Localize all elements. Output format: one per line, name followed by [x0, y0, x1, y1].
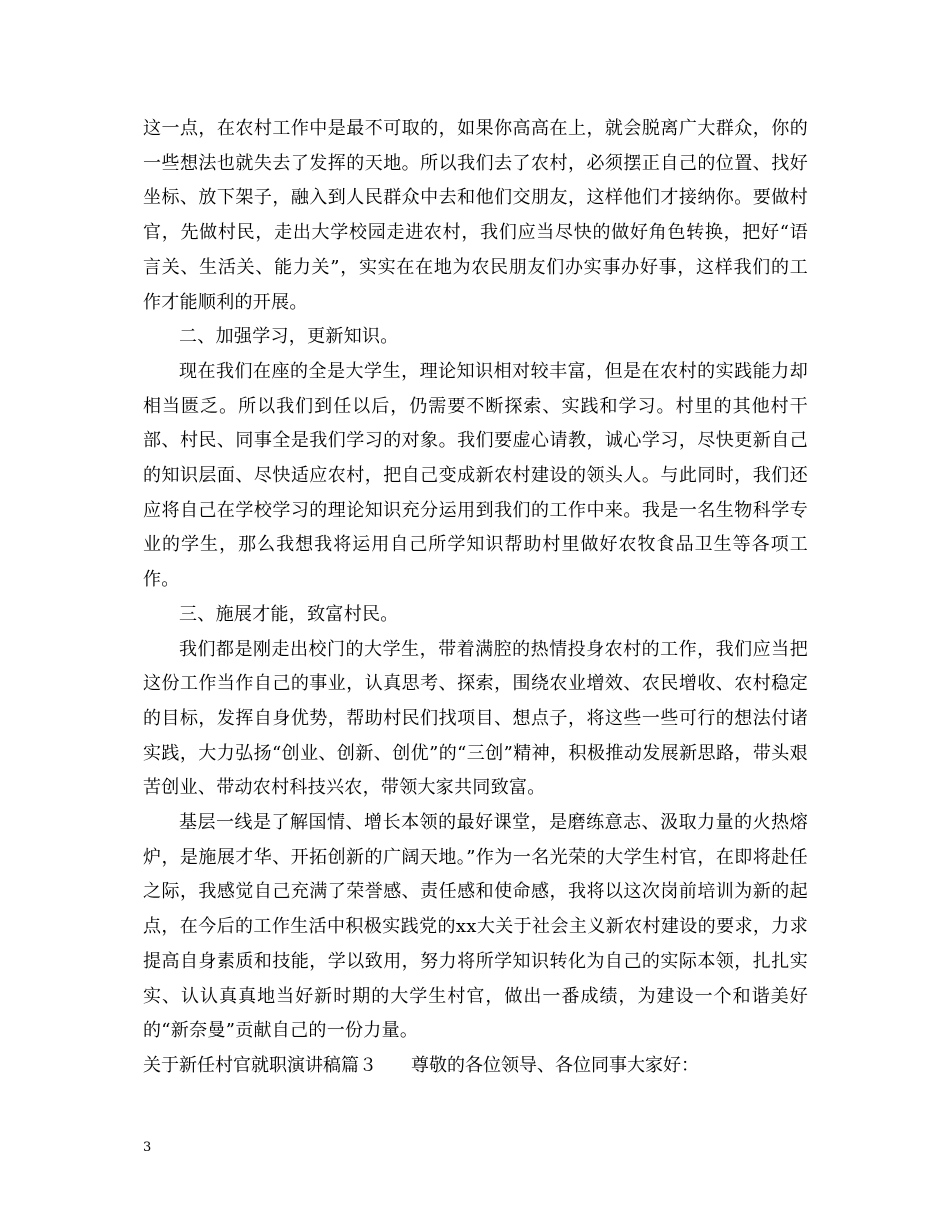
- paragraph-conclusion: 基层一线是了解国情、增长本领的最好课堂，是磨练意志、汲取力量的火热熔炉，是施展才华、开拓创新的广阔天地。”作为一名光荣的大学生村官，在即将赴任之际，我感觉自己充满了荣誉感、责任感和使命感，我将以这次岗前培训为新的起点，在今后的工作生活中积极实践党的xx大关于社会主义新农村建设的要求，力求提高自身素质和技能，学以致用，努力将所学知识转化为自己的实际本领，扎扎实实、认认真真地当好新时期的大学生村官，做出一番成绩，为建设一个和谐美好的“新奈曼”贡献自己的一份力量。: [143, 812, 808, 1042]
- document-body: [143, 112, 808, 1084]
- page-number: 3: [143, 1140, 152, 1155]
- next-article-title: 关于新任村官就职演讲稿篇３: [143, 1054, 377, 1076]
- section-heading-3: 三、施展才能，致富村民。: [179, 603, 399, 625]
- paragraph-continuation: 这一点，在农村工作中是最不可取的，如果你高高在上，就会脱离广大群众，你的一些想法也就失去了发挥的天地。所以我们去了农村，必须摆正自己的位置、找好坐标、放下架子，融入到人民群众中去和他们交朋友，这样他们才接纳你。要做村官，先做村民，走出大学校园走进农村，我们应当尽快的做好角色转换，把好“语言关、生活关、能力关”，实实在在地为农民朋友们办实事办好事，这样我们的工作才能顺利的开展。: [143, 118, 808, 313]
- section-heading-2: 二、加强学习，更新知识。: [179, 326, 399, 348]
- paragraph-talents: 我们都是刚走出校门的大学生，带着满腔的热情投身农村的工作，我们应当把这份工作当作自己的事业，认真思考、探索，围绕农业增效、农民增收、农村稳定的目标，发挥自身优势，帮助村民们找项目、想点子，将这些一些可行的想法付诸实践，大力弘扬“创业、创新、创优”的“三创”精神，积极推动发展新思路，带头艰苦创业、带动农村科技兴农，带领大家共同致富。: [143, 638, 808, 799]
- paragraph-study: 现在我们在座的全是大学生，理论知识相对较丰富，但是在农村的实践能力却相当匮乏。所以我们到任以后，仍需要不断探索、实践和学习。村里的其他村干部、村民、同事全是我们学习的对象。我们要虚心请教，诚心学习，尽快更新自己的知识层面、尽快适应农村，把自己变成新农村建设的领头人。与此同时，我们还应将自己在学校学习的理论知识充分运用到我们的工作中来。我是一名生物科学专业的学生，那么我想我将运用自己所学知识帮助村里做好农牧食品卫生等各项工作。: [143, 360, 808, 591]
- next-article-line: [143, 1049, 808, 1084]
- next-article-greeting: 尊敬的各位领导、各位同事大家好：: [411, 1054, 699, 1076]
